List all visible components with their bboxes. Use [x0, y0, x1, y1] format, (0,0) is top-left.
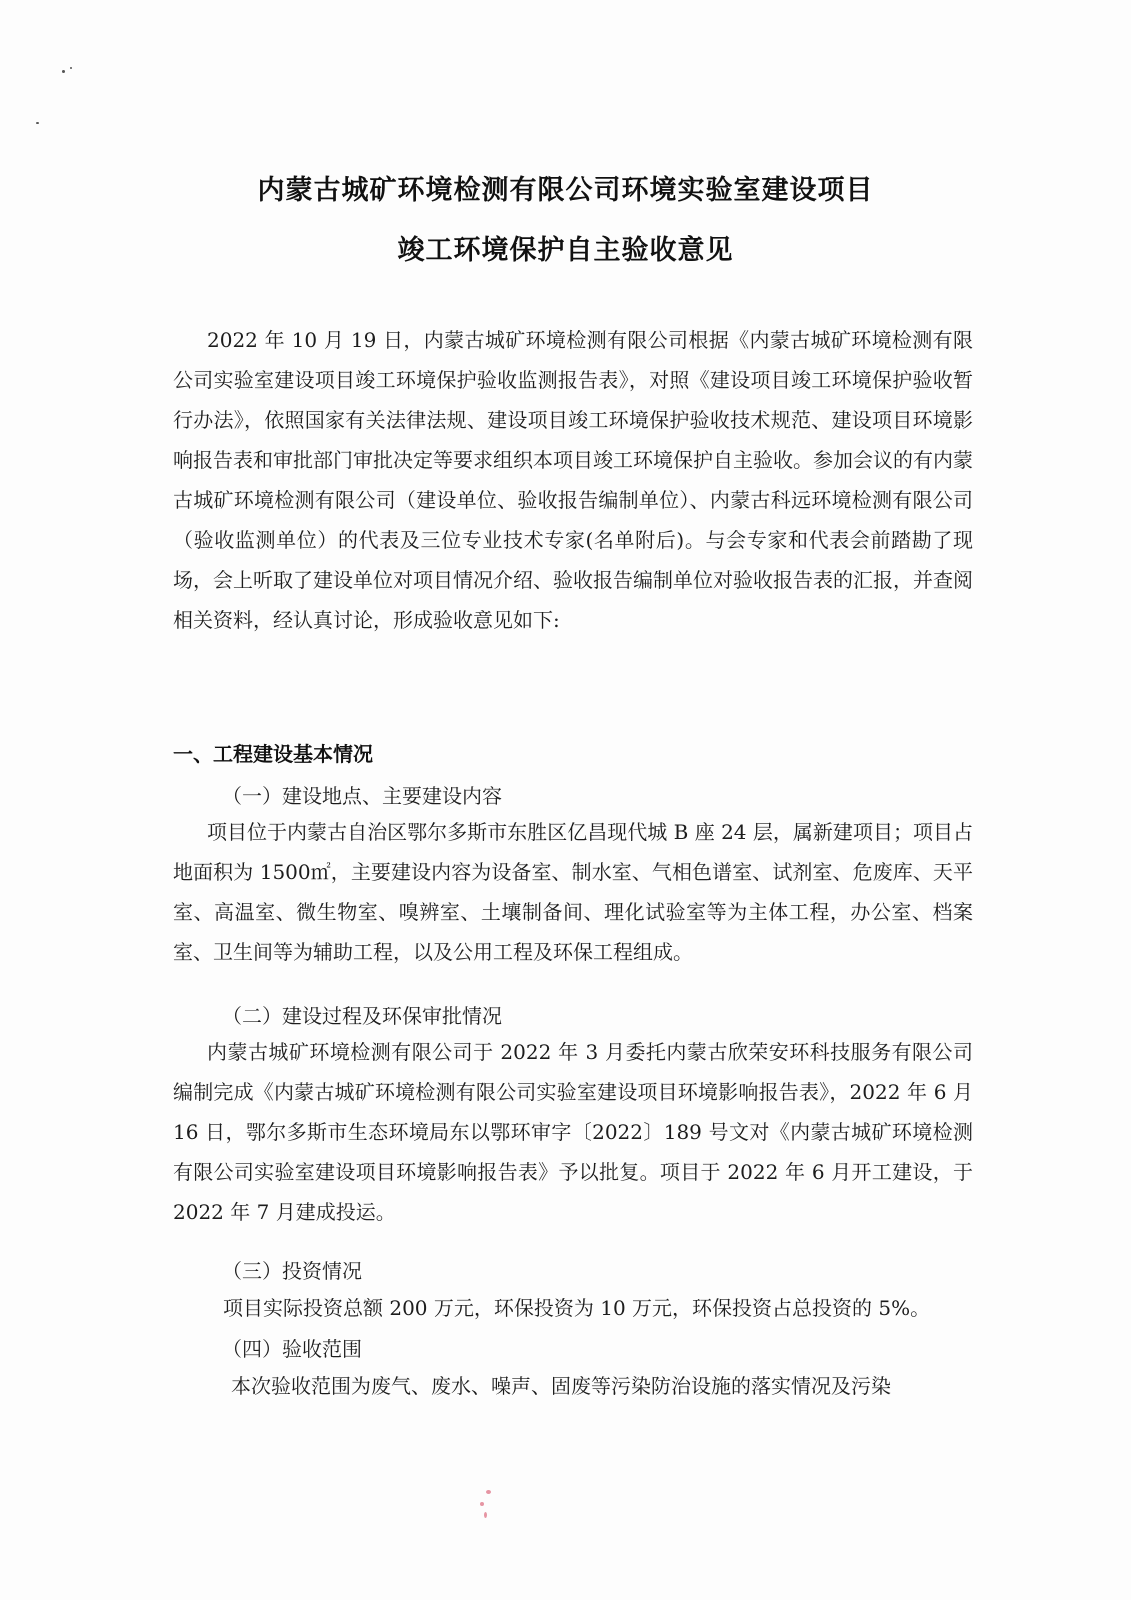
- subheading-acceptance-scope: （四）验收范围: [222, 1337, 362, 1361]
- stamp-mark: [486, 1490, 491, 1494]
- stamp-mark: [484, 1512, 487, 1518]
- stamp-mark: [480, 1502, 484, 1506]
- scan-speck: [36, 122, 39, 124]
- scan-speck: [70, 67, 72, 69]
- subheading-construction-approval: （二）建设过程及环保审批情况: [222, 1004, 502, 1028]
- section-heading-project-basics: 一、工程建设基本情况: [173, 742, 373, 766]
- subheading-location-content: （一）建设地点、主要建设内容: [222, 784, 502, 808]
- document-title-line-1: 内蒙古城矿环境检测有限公司环境实验室建设项目: [257, 175, 874, 206]
- location-content-paragraph: 项目位于内蒙古自治区鄂尔多斯市东胜区亿昌现代城 B 座 24 层，属新建项目；项目占地面积为 1500㎡，主要建设内容为设备室、制水室、气相色谱室、试剂室、危废库、天平室、高温室、微生物室、嗅辨室、土壤制备间、理化试验室等为主体工程，办公室、档案室、卫生间等为辅助工程，以及公用工程及环保工程组成。: [173, 820, 973, 964]
- construction-approval-paragraph: 内蒙古城矿环境检测有限公司于 2022 年 3 月委托内蒙古欣荣安环科技服务有限公司编制完成《内蒙古城矿环境检测有限公司实验室建设项目环境影响报告表》，2022 年 6 月 16 日，鄂尔多斯市生态环境局东以鄂环审字〔2022〕189 号文对《内蒙古城矿环境检测有限公司实验室建设项目环境影响报告表》予以批复。项目于 2022 年 6 月开工建设，于 2022 年 7 月建成投运。: [173, 1040, 973, 1224]
- scan-speck: [62, 70, 65, 73]
- acceptance-scope-paragraph: 本次验收范围为废气、废水、噪声、固废等污染防治设施的落实情况及污染: [231, 1374, 891, 1398]
- subheading-investment: （三）投资情况: [222, 1259, 362, 1283]
- intro-paragraph: 2022 年 10 月 19 日，内蒙古城矿环境检测有限公司根据《内蒙古城矿环境检测有限公司实验室建设项目竣工环境保护验收监测报告表》，对照《建设项目竣工环境保护验收暂行办法》，依照国家有关法律法规、建设项目竣工环境保护验收技术规范、建设项目环境影响报告表和审批部门审批决定等要求组织本项目竣工环境保护自主验收。参加会议的有内蒙古城矿环境检测有限公司（建设单位、验收报告编制单位）、内蒙古科远环境检测有限公司（验收监测单位）的代表及三位专业技术专家(名单附后)。与会专家和代表会前踏勘了现场，会上听取了建设单位对项目情况介绍、验收报告编制单位对验收报告表的汇报，并查阅相关资料，经认真讨论，形成验收意见如下:: [173, 328, 973, 632]
- investment-paragraph: 项目实际投资总额 200 万元，环保投资为 10 万元，环保投资占总投资的 5%。: [223, 1296, 931, 1320]
- document-title-line-2: 竣工环境保护自主验收意见: [397, 235, 734, 266]
